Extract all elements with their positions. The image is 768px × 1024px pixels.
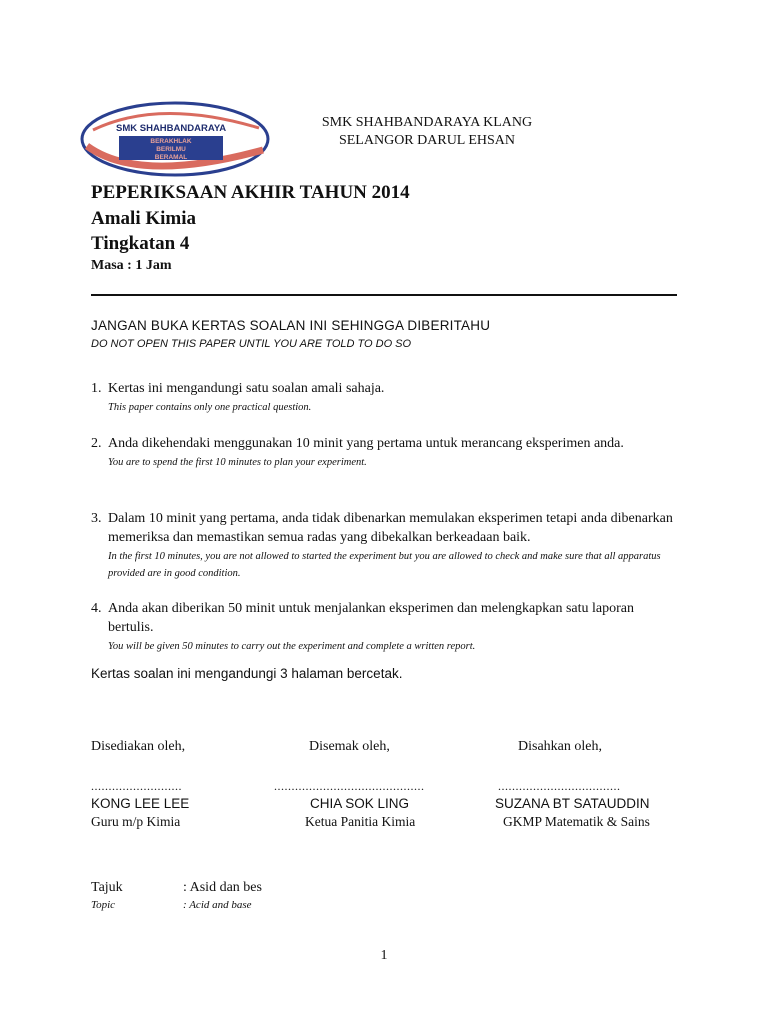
school-name: SMK SHAHBANDARAYA KLANG <box>321 115 533 130</box>
exam-title: PEPERIKSAAN AKHIR TAHUN 2014 <box>91 182 410 203</box>
signature-label-checked: Disemak oleh, <box>309 739 390 754</box>
instruction-malay: Kertas ini mengandungi satu soalan amali sahaja. <box>108 381 385 396</box>
topic-label-malay: Tajuk <box>91 880 123 895</box>
signatory-name-prepared: KONG LEE LEE <box>91 796 190 811</box>
instruction-number: 3. <box>91 511 102 526</box>
instruction-item <box>91 509 676 582</box>
warning-malay: JANGAN BUKA KERTAS SOALAN INI SEHINGGA DIBERITAHU <box>91 318 491 333</box>
header-divider <box>91 294 677 296</box>
logo-school-name: SMK SHAHBANDARAYA <box>116 123 227 134</box>
instruction-malay: Anda dikehendaki menggunakan 10 minit yang pertama untuk merancang eksperimen anda. <box>108 436 624 451</box>
signatory-role-approved: GKMP Matematik & Sains <box>503 814 650 829</box>
instruction-english: In the first 10 minutes, you are not allowed to started the experiment but you are allowed to check and make sure that all apparatus provided are in good condition. <box>108 551 661 579</box>
topic-label-english: Topic <box>91 899 116 911</box>
signature-line-prepared: .......................... <box>91 779 182 793</box>
form-title: Tingkatan 4 <box>91 233 190 254</box>
topic-value-malay: : Asid dan bes <box>183 880 262 895</box>
warning-english: DO NOT OPEN THIS PAPER UNTIL YOU ARE TOLD TO DO SO <box>91 338 412 350</box>
instruction-english: You will be given 50 minutes to carry out the experiment and complete a written report. <box>108 641 476 652</box>
instruction-malay: Dalam 10 minit yang pertama, anda tidak dibenarkan memulakan eksperimen tetapi anda dibenarkan memeriksa dan memastikan semua radas yang dibekalkan berkeadaan baik. <box>108 511 673 545</box>
signature-line-checked: ........................................... <box>274 779 425 793</box>
logo-motto-3: BERAMAL <box>154 154 188 161</box>
exam-duration: Masa : 1 Jam <box>91 258 172 273</box>
signature-label-prepared: Disediakan oleh, <box>91 739 186 754</box>
logo-motto-1: BERAKHLAK <box>150 138 192 145</box>
instruction-english: You are to spend the first 10 minutes to plan your experiment. <box>108 457 367 468</box>
page-count-note: Kertas soalan ini mengandungi 3 halaman bercetak. <box>91 666 403 681</box>
topic-value-english: : Acid and base <box>183 899 252 911</box>
instruction-english: This paper contains only one practical question. <box>108 402 312 413</box>
instruction-number: 4. <box>91 601 102 616</box>
instruction-number: 1. <box>91 381 102 396</box>
subject-title: Amali Kimia <box>91 208 197 229</box>
instruction-malay: Anda akan diberikan 50 minit untuk menjalankan eksperimen dan melengkapkan satu laporan bertulis. <box>108 601 635 635</box>
signature-label-approved: Disahkan oleh, <box>518 739 602 754</box>
signatory-name-checked: CHIA SOK LING <box>310 796 410 811</box>
instruction-item <box>91 434 651 471</box>
signature-line-approved: ................................... <box>498 779 621 793</box>
instruction-item <box>91 379 681 416</box>
instruction-item <box>91 599 651 655</box>
signatory-name-approved: SUZANA BT SATAUDDIN <box>495 796 650 811</box>
instruction-number: 2. <box>91 436 102 451</box>
page-number: 1 <box>380 948 388 963</box>
logo-motto-2: BERILMU <box>156 146 186 153</box>
school-logo <box>79 100 271 178</box>
signatory-role-checked: Ketua Panitia Kimia <box>305 814 416 829</box>
signatory-role-prepared: Guru m/p Kimia <box>91 814 181 829</box>
school-state: SELANGOR DARUL EHSAN <box>338 133 516 148</box>
school-header <box>262 114 592 150</box>
